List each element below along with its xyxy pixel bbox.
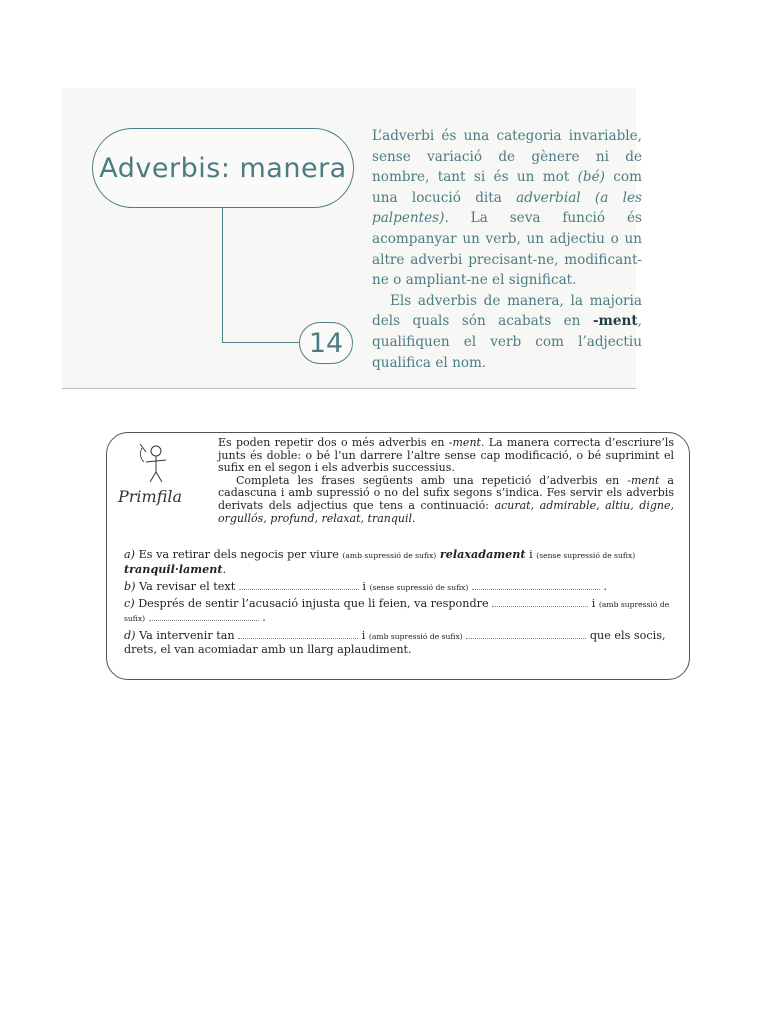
unit-number-pill: [299, 322, 353, 364]
svg-text:Primfila: Primfila: [118, 487, 183, 506]
answer-blank[interactable]: [492, 598, 588, 607]
instructions-paragraph-2: Completa les frases següents amb una repetició d’adverbis en -ment a cadascuna i amb supressió o no del sufix segons s’indica. Fes servir els adverbis derivats dels adjectius que tens a continuació: acurat, admirable, altiu, digne, orgullós, profund, relaxat, tranquil.: [218, 473, 674, 525]
unit-number: 14: [308, 327, 344, 359]
connector-horizontal: [222, 342, 300, 343]
exercise-item-a: a) Es va retirar dels negocis per viure (amb supressió de sufix) relaxadament i (sense supressió de sufix) tranquil·lament.: [124, 547, 636, 576]
answer-blank[interactable]: [149, 612, 259, 621]
answer-2: tranquil·lament: [124, 561, 223, 576]
answer-1: relaxadament: [439, 547, 526, 561]
title-pill: [92, 128, 354, 208]
answer-blank[interactable]: [472, 581, 600, 590]
answer-blank[interactable]: [238, 630, 358, 639]
exercise-item-c: c) Després de sentir l’acusació injusta que li feien, va respondre i (amb supressió de sufix) .: [124, 597, 670, 625]
page-title: Adverbis: manera: [99, 152, 347, 184]
exercise-items: [124, 548, 674, 661]
answer-blank[interactable]: [239, 581, 359, 590]
exercise-item-d: d) Va intervenir tan i (amb supressió de sufix) que els socis, drets, el van acomiadar amb un llarg aplaudiment.: [124, 628, 666, 656]
connector-vertical: [222, 208, 223, 342]
primfila-logo-icon: [116, 438, 206, 510]
exercise-instructions: [218, 437, 674, 525]
answer-blank[interactable]: [466, 630, 586, 639]
instructions-paragraph-1: Es poden repetir dos o més adverbis en -ment. La manera correcta d’escriure’ls junts és doble: o bé l’un darrere l’altre sense cap modificació, o bé suprimint el sufix en el segon i els adverbis successius.: [218, 436, 674, 475]
section-divider: [62, 388, 636, 389]
exercise-item-b: b) Va revisar el text i (sense supressió de sufix) .: [124, 579, 608, 593]
intro-paragraph-1: L’adverbi és una categoria invariable, sense variació de gènere ni de nombre, tant si és un mot (bé) com una locució dita adverbial (a les palpentes). La seva funció és acompanyar un verb, un adjectiu o un altre adverbi precisant-ne, modificant-ne o ampliant-ne el significat.: [372, 128, 642, 289]
intro-paragraph-2: Els adverbis de manera, la majoria dels quals són acabats en -ment, qualifiquen el verb com l’adjectiu qualifica el nom.: [372, 292, 642, 371]
intro-text: [372, 126, 642, 373]
